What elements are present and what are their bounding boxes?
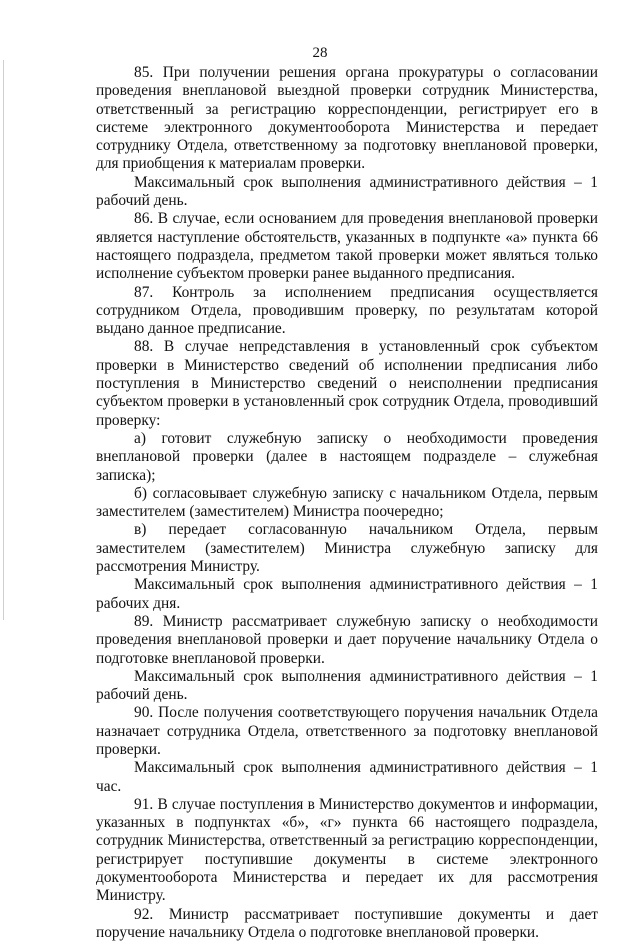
page-number: 28 xyxy=(312,45,328,61)
paragraph-92: 92. Министр рассматривает поступившие документы и дает поручение начальнику Отдела о подготовке внеплановой проверки. xyxy=(96,905,598,941)
subparagraph-a: а) готовит служебную записку о необходимости проведения внеплановой проверки (далее в настоящем подразделе – служебная записка); xyxy=(96,429,598,484)
paragraph-89: 89. Министр рассматривает служебную записку о необходимости проведения внеплановой проверки и дает поручение начальнику Отдела о подготовке внеплановой проверки. xyxy=(96,612,598,667)
paragraph-91: 91. В случае поступления в Министерство документов и информации, указанных в подпунктах «б», «г» пункта 66 настоящего подраздела, сотрудник Министерства, ответственный за регистрацию корреспонденции, регистрирует поступившие документы в системе электронного документооборота Министерства и передает их для рассмотрения Министру. xyxy=(96,795,598,905)
paragraph-85: 85. При получении решения органа прокуратуры о согласовании проведения внеплановой выездной проверки сотрудник Министерства, ответственный за регистрацию корреспонденции, регистрирует его в системе электронного документооборота Министерства и передает сотруднику Отдела, ответственному за подготовку внеплановой проверки, для приобщения к материалам проверки. xyxy=(96,64,598,173)
paragraph-87: 87. Контроль за исполнением предписания осуществляется сотрудником Отдела, проводившим проверку, по результатам которой выдано данное предписание. xyxy=(96,283,598,338)
paragraph-deadline: Максимальный срок выполнения административного действия – 1 рабочий день. xyxy=(96,667,598,704)
subparagraph-v: в) передает согласованную начальником Отдела, первым заместителем (заместителем) Министра служебную записку для рассмотрения Министру. xyxy=(96,521,598,576)
subparagraph-b: б) согласовывает служебную записку с начальником Отдела, первым заместителем (заместителем) Министра поочередно; xyxy=(96,484,598,521)
paragraph-deadline: Максимальный срок выполнения административного действия – 1 рабочий день. xyxy=(96,173,598,210)
paragraph-deadline: Максимальный срок выполнения административного действия – 1 рабочих дня. xyxy=(96,576,598,612)
paragraph-86: 86. В случае, если основанием для проведения внеплановой проверки является наступление обстоятельств, указанных в подпункте «а» пункта 66 настоящего подраздела, предметом такой проверки может являться только исполнение субъектом проверки ранее выданного предписания. xyxy=(96,210,598,283)
scan-margin-line xyxy=(3,60,4,620)
paragraph-88: 88. В случае непредставления в установленный срок субъектом проверки в Министерство сведений об исполнении предписания либо поступления в Министерство сведений о неисполнении предписания субъектом проверки в установленный срок сотрудник Отдела, проводивший проверку: xyxy=(96,338,598,429)
document-body xyxy=(96,64,598,942)
paragraph-deadline: Максимальный срок выполнения административного действия – 1 час. xyxy=(96,759,598,795)
paragraph-90: 90. После получения соответствующего поручения начальник Отдела назначает сотрудника Отдела, ответственного за подготовку внеплановой проверки. xyxy=(96,704,598,758)
